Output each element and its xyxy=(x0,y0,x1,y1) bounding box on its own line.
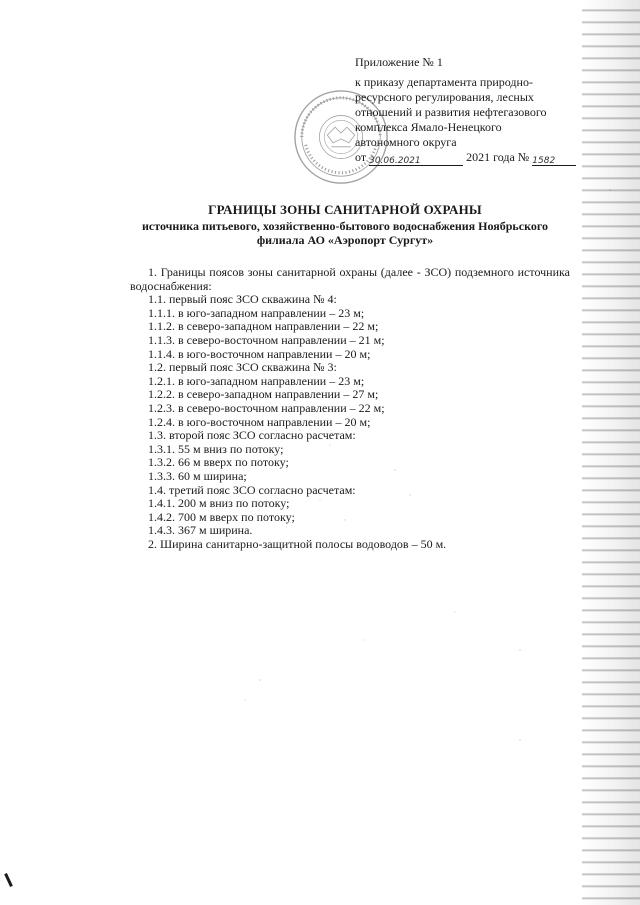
list-item: 1.1.1. в юго-западном направлении – 23 м; xyxy=(148,305,365,320)
handwritten-date xyxy=(369,152,463,166)
list-item: 1.1.3. в северо-восточном направлении – 21 м; xyxy=(148,332,385,347)
title-sub-line-1: источника питьевого, хозяйственно-бытового водоснабжения Ноябрьского xyxy=(141,219,549,233)
date-suffix: 2021 года № xyxy=(466,150,530,164)
list-item: 1.4.3. 367 м ширина. xyxy=(148,523,253,538)
annex-header xyxy=(355,55,575,166)
list-item: 1.4.2. 700 м вверх по потоку; xyxy=(148,509,295,524)
annex-line: ресурсного регулирования, лесных xyxy=(355,90,534,104)
list-item: 1.1. первый пояс ЗСО скважина № 4: xyxy=(148,292,337,307)
annex-line: к приказу департамента природно- xyxy=(355,75,533,89)
annex-line: автономного округа xyxy=(355,135,457,149)
title-sub-line-2: филиала АО «Аэропорт Сургут» xyxy=(256,233,434,247)
annex-title: Приложение № 1 xyxy=(355,55,443,69)
title-main: ГРАНИЦЫ ЗОНЫ САНИТАРНОЙ ОХРАНЫ xyxy=(208,202,482,217)
list-item: 1.2.2. в северо-западном направлении – 27 м; xyxy=(148,387,379,402)
handwritten-date-text: 30.06.2021 xyxy=(369,156,421,166)
annex-line: отношений и развития нефтегазового xyxy=(355,105,547,119)
list-item: 1.2.4. в юго-восточном направлении – 20 м; xyxy=(148,414,371,429)
list-item: 1.1.4. в юго-восточном направлении – 20 м; xyxy=(148,346,371,361)
handwritten-number-text: 1582 xyxy=(532,156,556,166)
final-paragraph: 2. Ширина санитарно-защитной полосы водоводов – 50 м. xyxy=(148,536,447,551)
list-item: 1.3.3. 60 м ширина; xyxy=(148,468,247,483)
list-item: 1.3. второй пояс ЗСО согласно расчетам: xyxy=(148,428,356,443)
scan-mark xyxy=(4,873,13,887)
handwritten-number xyxy=(532,152,576,166)
list-item: 1.2. первый пояс ЗСО скважина № 3: xyxy=(148,360,337,375)
list-item: 1.3.1. 55 м вниз по потоку; xyxy=(148,441,284,456)
scan-binding-edge xyxy=(582,0,640,905)
document-body xyxy=(130,266,570,551)
list-item: 1.2.1. в юго-западном направлении – 23 м; xyxy=(148,373,365,388)
document-title xyxy=(120,203,570,247)
list-item: 1.2.3. в северо-восточном направлении – 22 м; xyxy=(148,400,385,415)
intro-paragraph: 1. Границы поясов зоны санитарной охраны (далее - ЗСО) подземного источника водоснабжения: xyxy=(130,265,570,293)
order-date-line xyxy=(355,150,575,166)
list-item: 1.4.1. 200 м вниз по потоку; xyxy=(148,496,290,511)
annex-line: комплекса Ямало-Ненецкого xyxy=(355,120,502,134)
list-item: 1.3.2. 66 м вверх по потоку; xyxy=(148,455,289,470)
date-prefix: от xyxy=(355,150,367,164)
list-item: 1.1.2. в северо-западном направлении – 22 м; xyxy=(148,319,379,334)
list-item: 1.4. третий пояс ЗСО согласно расчетам: xyxy=(148,482,356,497)
